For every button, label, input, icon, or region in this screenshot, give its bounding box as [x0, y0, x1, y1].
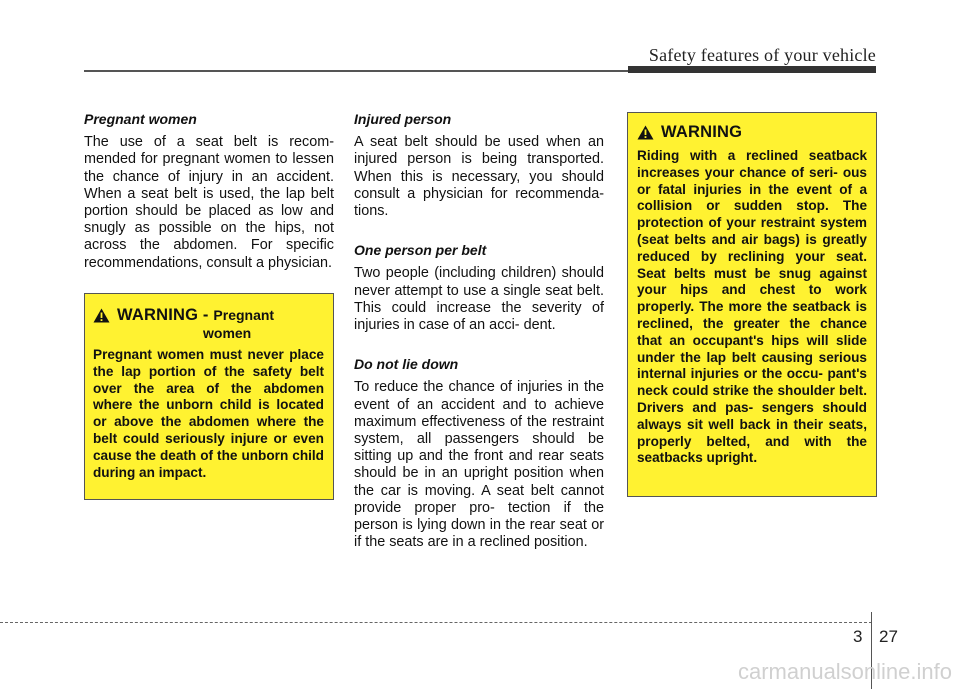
section-heading-injured: Injured person — [354, 111, 452, 127]
watermark: carmanualsonline.info — [737, 659, 952, 684]
page-number: 27 — [879, 627, 898, 646]
warning-body-reclined: Riding with a reclined seatback increases your chance of seri- ous or fatal injuries in the event of a collision or sudden stop. The protection of your restraint system (seat belts and air bags) is greatly reduced by reclining your seat. Seat belts must be snug against your hips and chest to work properly. The more the seatback is reclined, the greater the chance that an occupant's hips will slide under the lap belt causing serious internal injuries or the occu- pant's neck could strike the shoulder belt. Drivers and pas- sengers should always sit well back in their seats, properly belted, and with the seatbacks upright. — [637, 148, 867, 466]
warning-subtitle-line2: women — [203, 325, 252, 341]
warning-body-pregnant: Pregnant women must never place the lap portion of the safety belt over the area of the abdomen where the unborn child is located or above the abdomen where the belt could seriously injure or even cause the death of the unborn child during an impact. — [93, 347, 324, 480]
header-rule-accent — [628, 66, 876, 73]
column-injured — [354, 111, 604, 551]
warning-label: WARNING — [661, 123, 743, 141]
warning-subtitle: Pregnant — [213, 307, 275, 323]
section-body-injured: A seat belt should be used when an injured person is being transported. When this is necessary, you should consult a physician for recommenda- tions. — [354, 134, 604, 220]
warning-header — [93, 306, 324, 325]
warning-box-pregnant — [84, 293, 334, 500]
page-header-title: Safety features of your vehicle — [648, 45, 876, 65]
chapter-number: 3 — [853, 627, 863, 646]
section-heading-pregnant: Pregnant women — [84, 111, 197, 127]
column-pregnant — [84, 111, 334, 272]
section-heading-lie-down: Do not lie down — [354, 356, 459, 373]
warning-header — [637, 123, 867, 142]
section-body-pregnant: The use of a seat belt is recom- mended for pregnant women to lessen the chance of injury in an accident. When a seat belt is used, the lap belt portion should be placed as low and snugly as possible on the hips, not across the abdomen. For specific recommendations, consult a physician. — [84, 134, 334, 271]
section-heading-one-person: One person per belt — [354, 242, 487, 259]
footer-rule — [0, 622, 872, 623]
section-body-one-person: Two people (including children) should never attempt to use a single seat belt. This could increase the severity of injuries in case of an acci- dent. — [354, 265, 604, 334]
warning-label: WARNING - — [117, 306, 214, 324]
section-body-lie-down: To reduce the chance of injuries in the event of an accident and to achieve maximum effectiveness of the restraint system, all passengers should be sitting up and the front and rear seats should be in an upright position when the car is moving. A seat belt cannot provide proper pro- tection if the person is lying down in the rear seat or if the seats are in a reclined position. — [354, 379, 604, 551]
warning-box-reclined — [627, 112, 877, 497]
warning-triangle-icon — [93, 308, 110, 323]
warning-triangle-icon — [637, 125, 654, 140]
